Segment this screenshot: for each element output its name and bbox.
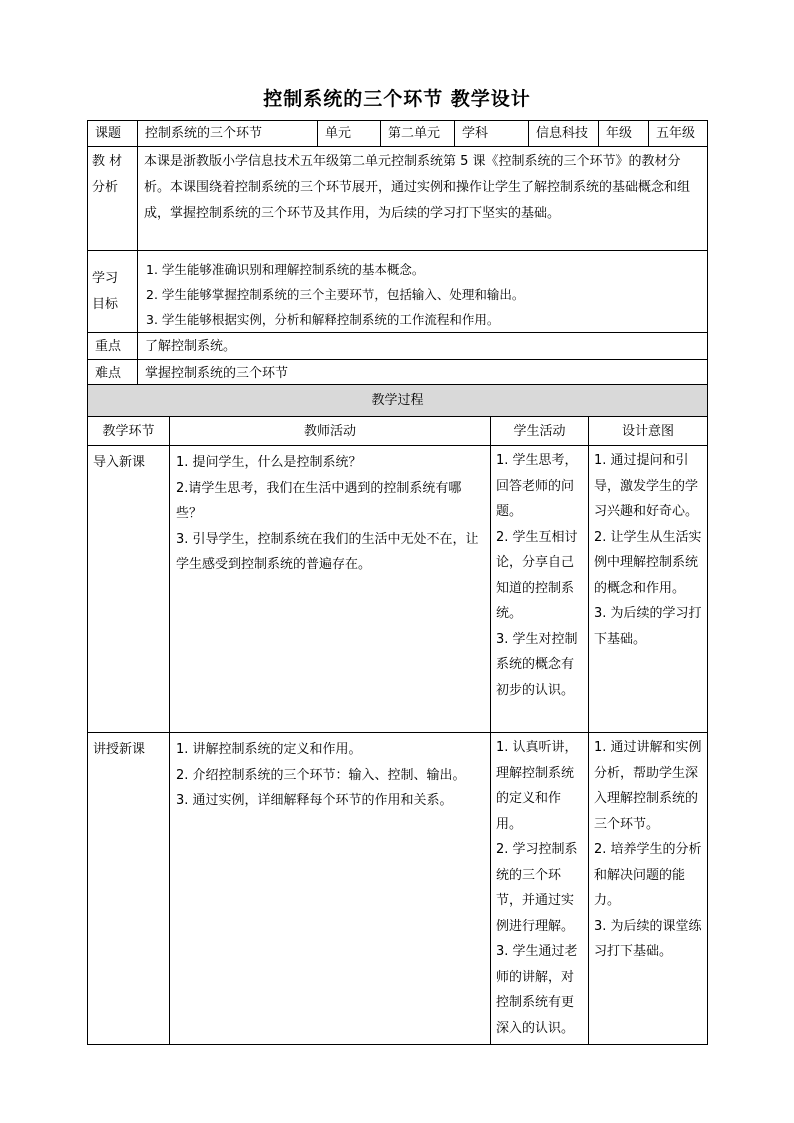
unit-label: 单元 — [318, 121, 381, 147]
goal-item: 3. 学生能够根据实例，分析和解释控制系统的工作流程和作用。 — [146, 312, 500, 327]
list-item: 1. 讲解控制系统的定义和作用。 — [176, 742, 362, 757]
list-item: 3. 引导学生，控制系统在我们的生活中无处不在，让学生感受到控制系统的普遍存在。 — [176, 531, 479, 572]
goals-label — [88, 251, 138, 333]
grade-label: 年级 — [599, 121, 649, 147]
list-item: 3. 学生对控制系统的概念有初步的认识。 — [496, 631, 578, 698]
document-title: 控制系统的三个环节 教学设计 — [263, 88, 531, 110]
list-item: 3. 学生通过老师的讲解，对控制系统有更深入的认识。 — [496, 944, 578, 1036]
table-row — [88, 733, 708, 1045]
lesson-info-table — [87, 120, 708, 387]
list-item: 3. 为后续的课堂练习打下基础。 — [594, 918, 702, 959]
stage-cell: 讲授新课 — [88, 733, 170, 1045]
key-point-label: 重点 — [88, 333, 138, 360]
list-item: 1. 学生思考，回答老师的问题。 — [496, 453, 578, 519]
design-intent-cell — [589, 446, 708, 733]
teacher-activity-cell — [170, 446, 491, 733]
column-header: 设计意图 — [589, 417, 708, 446]
analysis-label — [88, 147, 138, 251]
goals-label-line1: 学习 — [92, 270, 119, 286]
analysis-label-line1: 教 材 — [92, 154, 123, 169]
process-heading: 教学过程 — [88, 385, 708, 417]
column-header: 教师活动 — [170, 417, 491, 446]
goal-item: 2. 学生能够掌握控制系统的三个主要环节，包括输入、处理和输出。 — [146, 287, 525, 302]
list-item: 2. 介绍控制系统的三个环节：输入、控制、输出。 — [176, 767, 466, 783]
list-item: 3. 为后续的学习打下基础。 — [594, 606, 702, 647]
analysis-label-line2: 分析 — [92, 180, 119, 195]
column-header: 教学环节 — [88, 417, 170, 446]
table-row — [88, 446, 708, 733]
student-activity-cell — [491, 733, 589, 1045]
list-item: 2. 学生互相讨论，分享自己知道的控制系统。 — [496, 529, 578, 621]
analysis-text: 本课是浙教版小学信息技术五年级第二单元控制系统第 5 课《控制系统的三个环节》的教材分析。本课围绕着控制系统的三个环节展开，通过实例和操作让学生了解控制系统的基础概念和组成，掌握控制系统的三个环节及其作用，为后续的学习打下坚实的基础。 — [138, 147, 708, 251]
student-activity-cell — [491, 446, 589, 733]
goals-label-line2: 目标 — [92, 296, 119, 312]
subject-value: 信息科技 — [529, 121, 599, 147]
stage-cell: 导入新课 — [88, 446, 170, 733]
difficulty-value: 掌握控制系统的三个环节 — [138, 360, 708, 387]
list-item: 1. 通过提问和引导，激发学生的学习兴趣和好奇心。 — [594, 453, 699, 519]
subject-label: 学科 — [455, 121, 529, 147]
list-item: 3. 通过实例，详细解释每个环节的作用和关系。 — [176, 793, 453, 808]
list-item: 2.请学生思考，我们在生活中遇到的控制系统有哪些？ — [176, 480, 462, 521]
topic-value: 控制系统的三个环节 — [138, 121, 318, 147]
column-header: 学生活动 — [491, 417, 589, 446]
teaching-process-table — [87, 384, 708, 1045]
list-item: 1. 提问学生，什么是控制系统？ — [176, 455, 362, 470]
unit-value: 第二单元 — [381, 121, 455, 147]
teacher-activity-cell — [170, 733, 491, 1045]
goal-item: 1. 学生能够准确识别和理解控制系统的基本概念。 — [146, 262, 425, 277]
list-item: 1. 通过讲解和实例分析，帮助学生深入理解控制系统的三个环节。 — [594, 740, 702, 832]
key-point-value: 了解控制系统。 — [138, 333, 708, 360]
list-item: 1. 认真听讲，理解控制系统的定义和作用。 — [496, 740, 578, 832]
list-item: 2. 让学生从生活实例中理解控制系统的概念和作用。 — [594, 529, 702, 596]
topic-label: 课题 — [88, 121, 138, 147]
grade-value: 五年级 — [649, 121, 708, 147]
difficulty-label: 难点 — [88, 360, 138, 387]
goals-list — [138, 251, 708, 333]
design-intent-cell — [589, 733, 708, 1045]
list-item: 2. 培养学生的分析和解决问题的能力。 — [594, 842, 702, 908]
list-item: 2. 学习控制系统的三个环节，并通过实例进行理解。 — [496, 842, 578, 934]
